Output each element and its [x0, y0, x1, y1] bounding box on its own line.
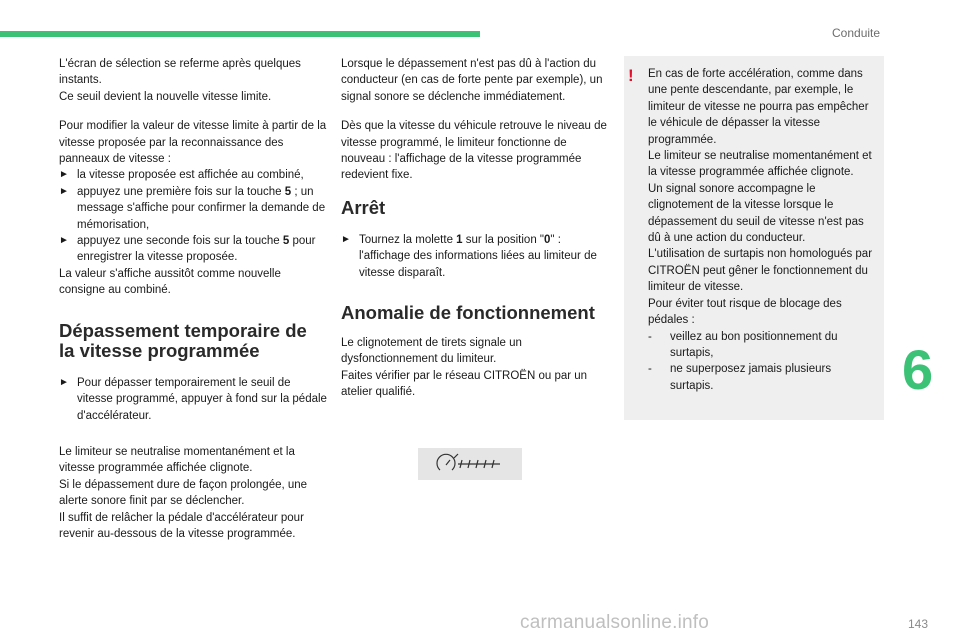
bullet-arrow-icon: ►: [59, 235, 69, 247]
watermark: carmanualsonline.info: [520, 612, 710, 633]
list-item: ► Tournez la molette 1 sur la position "0" : l'affichage des informations liées au limiteur de vitesse disparaît.: [341, 233, 597, 279]
list-item: ► appuyez une seconde fois sur la touche 5 pour enregistrer la vitesse proposée.: [59, 235, 316, 264]
list-item: ► la vitesse proposée est affichée au combiné,: [59, 167, 327, 183]
speed-limiter-display: [418, 448, 522, 480]
paragraph: Ce seuil devient la nouvelle vitesse limite.: [59, 90, 272, 103]
paragraph: Lorsque le dépassement n'est pas dû à l'action du conducteur (en cas de forte pente par exemple), un signal sonore se déclenche immédiatement.: [341, 58, 603, 103]
key-label: 0: [544, 233, 551, 246]
bullet-arrow-icon: ►: [341, 233, 351, 245]
key-label: 5: [282, 235, 290, 248]
bullet-arrow-icon: ►: [59, 169, 69, 181]
key-label: 5: [284, 185, 292, 198]
paragraph: Le clignotement de tirets signale un dysfonctionnement du limiteur.: [341, 337, 522, 366]
bullet-arrow-icon: ►: [59, 185, 69, 197]
section-heading: Anomalie de fonctionnement: [341, 302, 595, 324]
paragraph: Dès que la vitesse du véhicule retrouve le niveau de vitesse programmé, le limiteur fonctionne de nouveau : l'affichage de la vitesse programmée redevient fixe.: [341, 120, 607, 182]
column-middle: [341, 56, 609, 401]
paragraph: Le limiteur se neutralise momentanément et la vitesse programmée affichée clignote.: [59, 445, 295, 475]
paragraph: L'écran de sélection se referme après quelques instants.: [59, 58, 301, 87]
chapter-number: 6: [902, 338, 934, 401]
list-item: - ne superposez jamais plusieurs surtapis.: [648, 363, 832, 392]
list-item: - veillez au bon positionnement du surtapis,: [648, 330, 838, 359]
paragraph: L'utilisation de surtapis non homologués par CITROËN peut gêner le fonctionnement du limiteur de vitesse.: [648, 248, 873, 294]
paragraph: Faites vérifier par le réseau CITROËN ou par un atelier qualifié.: [341, 369, 588, 399]
column-left: [59, 56, 327, 542]
paragraph: La valeur s'affiche aussitôt comme nouvelle consigne au combiné.: [59, 267, 281, 297]
section-heading: Arrêt: [341, 196, 386, 218]
paragraph: Le limiteur se neutralise momentanément et la vitesse programmée affichée clignote.: [648, 150, 872, 179]
page-number: 143: [908, 617, 929, 631]
paragraph: Il suffit de relâcher la pédale d'accélérateur pour revenir au-dessous de la vitesse programmée.: [59, 511, 304, 540]
paragraph: Pour éviter tout risque de blocage des pédales :: [648, 297, 842, 327]
paragraph: En cas de forte accélération, comme dans une pente descendante, par exemple, le limiteur de vitesse ne pourra pas empêcher le véhicule de dépasser la vitesse programmée.: [648, 68, 869, 146]
paragraph: Si le dépassement dure de façon prolongée, une alerte sonore finit par se déclencher.: [59, 478, 308, 508]
list-item: ► appuyez une première fois sur la touche 5 ; un message s'affiche pour confirmer la demande de mémorisation,: [59, 185, 326, 231]
section-heading: Dépassement temporaire de la vitesse programmée: [59, 319, 307, 361]
section-title: Conduite: [832, 26, 881, 40]
bullet-arrow-icon: ►: [59, 376, 69, 388]
paragraph: Un signal sonore accompagne le clignotement de la vitesse lorsque le dépassement du seuil de vitesse n'est pas dû à une action du conducteur.: [648, 182, 864, 245]
warning-icon: !: [628, 66, 634, 85]
paragraph: Pour modifier la valeur de vitesse limite à partir de la vitesse proposée par la reconnaissance des panneaux de vitesse :: [59, 120, 327, 166]
key-label: 1: [456, 233, 463, 246]
speed-limiter-dashes-icon: [418, 448, 522, 480]
list-item: ► Pour dépasser temporairement le seuil de vitesse programmé, appuyer à fond sur la pédale d'accélérateur.: [59, 376, 327, 422]
header-accent-bar: [0, 31, 480, 37]
warning-box: [624, 56, 884, 420]
